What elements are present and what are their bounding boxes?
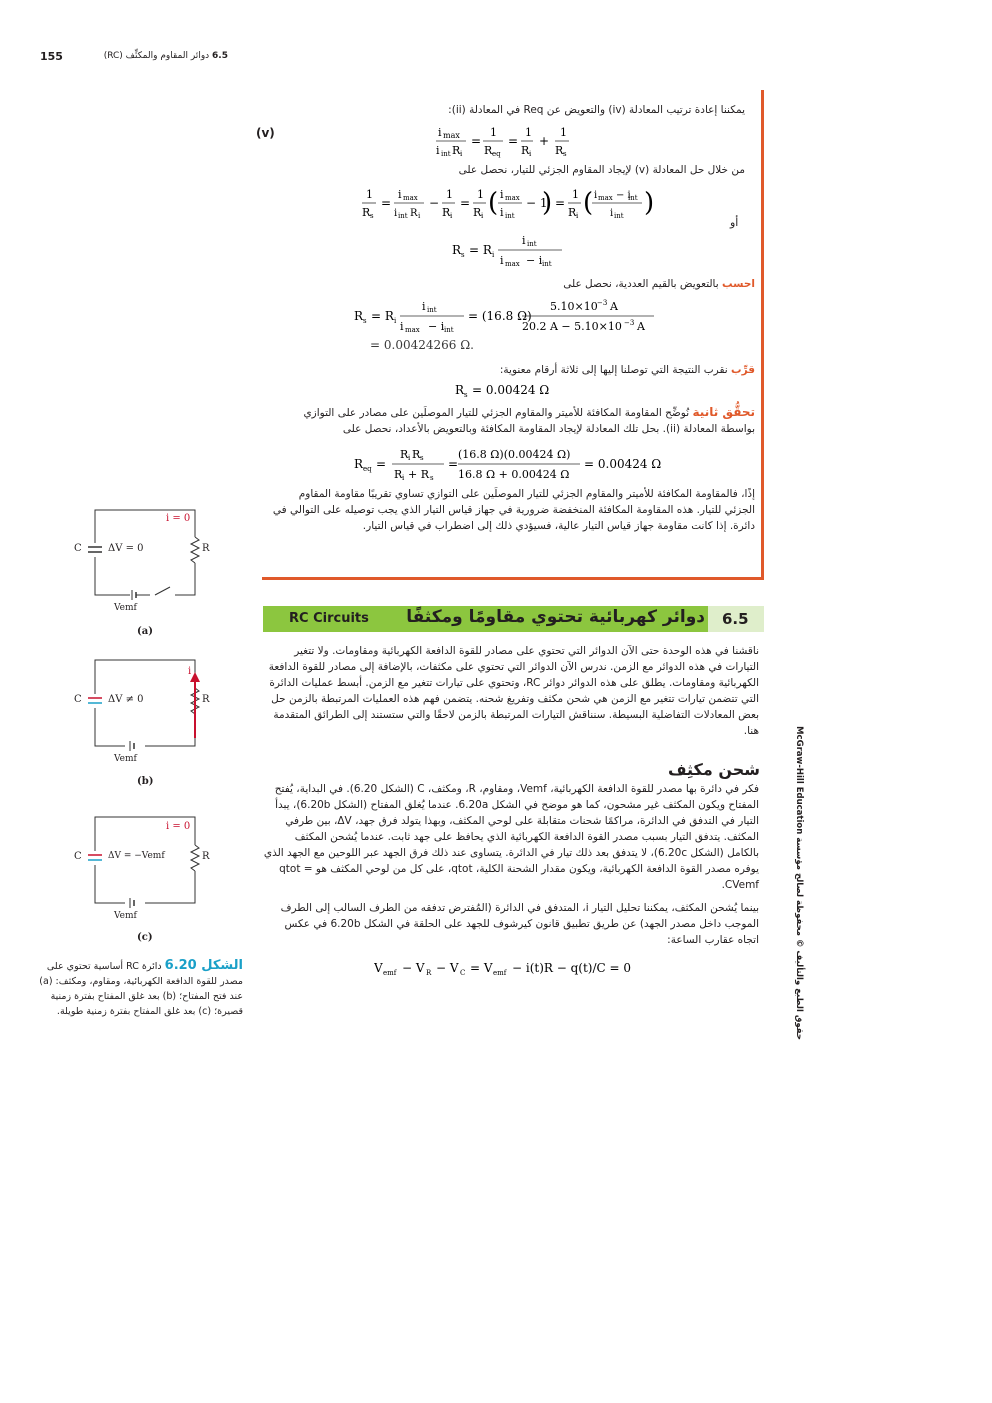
svg-text:s: s: [461, 251, 465, 259]
example-line2: من خلال حل المعادلة (v) لإيجاد المقاوم الجزئي للتيار، نحصل على: [458, 164, 745, 176]
svg-text:1: 1: [525, 126, 532, 139]
svg-text:=: =: [508, 134, 519, 148]
svg-text:A: A: [610, 300, 618, 313]
svg-text:+: +: [539, 134, 550, 148]
svg-text:R: R: [484, 144, 493, 157]
circuit-a-svg: [70, 505, 220, 630]
svg-text:=: =: [471, 134, 482, 148]
section-number: 6.5: [212, 51, 228, 61]
equation-kirchhoff-svg: [374, 957, 674, 979]
svg-text:i: i: [522, 234, 526, 247]
svg-text:1: 1: [477, 188, 484, 201]
subsection-para1: فكر في دائرة بها مصدر للقوة الدافعة الكهربائية، Vemf، ومقاوم، R، ومكثف، C (الشكل 6.20). في البداية، يُفتح المفتاح ويكون المكثف غير مشحون، كما هو موضح في الشكل 6.20a. عندما يُغلق المفتاح (الشكل 6.20b)، يبدأ التيار في التدفق في الدائرة، مراكمًا شحنات متقابلة على لوحي المكثف، وبهذا يتولد فرق جهد، ΔV، بين طرفي المكثف. يتدفق التيار بسبب مصدر القوة الدافعة الكهربائية الذي يحافظ على جهد ثابت. عندما يُشحن المكثف بالكامل (الشكل 6.20c)، لا يتدفق بعد ذلك تيار في الدائرة. يتساوى عند ذلك فرق الجهد عبر اللوحين مع الجهد الذي يوفره مصدر القوة الدافعة الكهربائية، ويكون مقدار الشحنة الكلية، qtot، على كل من لوحي المكثف هو qtot = CVemf.: [263, 783, 759, 891]
svg-text:int: int: [441, 150, 451, 158]
section-running-title: دوائر المقاوم والمكثِّف (RC): [103, 51, 210, 61]
svg-text:i: i: [594, 190, 598, 201]
svg-text:int: int: [444, 326, 454, 334]
svg-text:R: R: [473, 206, 482, 219]
equation-rs: [452, 232, 572, 273]
svg-text:s: s: [420, 454, 424, 462]
svg-text:s: s: [363, 317, 367, 325]
svg-text:i: i: [398, 188, 402, 201]
svg-text:i: i: [436, 144, 440, 157]
equation-v-svg: [436, 124, 586, 160]
svg-text:R: R: [354, 457, 364, 471]
svg-text:− i(t)R − q(t)/C = 0: − i(t)R − q(t)/C = 0: [512, 961, 632, 975]
svg-text:max: max: [405, 326, 420, 334]
caption-title: الشكل 6.20: [164, 958, 243, 973]
svg-text:s: s: [563, 150, 567, 158]
check-paragraph: [268, 404, 755, 437]
svg-text:+ R: + R: [408, 468, 429, 481]
dv-label-a: ΔV = 0: [108, 543, 144, 554]
svg-text:eq: eq: [363, 465, 372, 473]
svg-text:C: C: [460, 969, 466, 977]
svg-text:emf: emf: [383, 969, 397, 977]
svg-text:i: i: [610, 208, 614, 219]
section-title-ar: دوائر كهربائية تحتوي مقاومًا ومكثفًا: [406, 607, 705, 627]
equation-round: [455, 380, 565, 403]
svg-text:V: V: [374, 961, 383, 975]
circuit-c-svg: [70, 815, 220, 925]
section-number-box: [708, 606, 764, 632]
svg-text:(: (: [583, 188, 594, 218]
svg-text:i: i: [422, 300, 426, 313]
svg-text:R: R: [394, 468, 403, 481]
example-line1: يمكننا إعادة ترتيب المعادلة (iv) والتعويض عن Req في المعادلة (ii):: [448, 104, 745, 116]
capacitor-label-c: C: [74, 851, 82, 862]
svg-text:R: R: [400, 448, 409, 461]
svg-text:= (16.8 Ω): = (16.8 Ω): [468, 309, 532, 323]
svg-text:R: R: [455, 383, 465, 397]
svg-text:= V: = V: [470, 961, 493, 975]
svg-text:s: s: [464, 391, 468, 399]
section-title-en: RC Circuits: [289, 611, 369, 626]
dv-label-b: ΔV ≠ 0: [108, 694, 144, 705]
svg-text:i: i: [460, 150, 463, 158]
svg-text:20.2 A − 5.10×10: 20.2 A − 5.10×10: [522, 320, 622, 333]
svg-text:− 1: − 1: [526, 196, 548, 210]
current-label-c: i = 0: [166, 821, 191, 832]
svg-text:i: i: [408, 454, 411, 462]
svg-text:i: i: [481, 212, 484, 220]
section-number-label: 6.5: [722, 610, 749, 628]
svg-text:max: max: [403, 194, 418, 202]
circuit-b-svg: [70, 658, 220, 768]
equation-v: [436, 124, 586, 163]
svg-text:i: i: [418, 212, 421, 220]
svg-text:−3: −3: [624, 319, 635, 327]
svg-text:=: =: [376, 457, 387, 471]
svg-text:−3: −3: [597, 299, 608, 307]
svg-text:− i: − i: [616, 190, 631, 201]
or-word: أو: [730, 216, 739, 229]
dv-label-c: ΔV = −Vemf: [108, 851, 165, 861]
caption-text: دائرة RC أساسية تحتوي على مصدر للقوة الدافعة الكهربائية، ومقاوم، ومكثف: (a) عند فتح المفتاح؛ (b) بعد غلق المفتاح بفترة زمنية قصيرة؛ (c) بعد غلق المفتاح بفترة زمنية طويلة.: [39, 961, 243, 1017]
current-label-b: i: [188, 666, 192, 677]
round-text: نقرب النتيجة التي توصلنا إليها إلى ثلاثة أرقام معنوية:: [499, 364, 728, 376]
svg-text:R: R: [362, 206, 371, 219]
svg-text:int: int: [505, 212, 515, 220]
check-label: تحقُّق ثانية: [692, 405, 755, 419]
svg-text:− V: − V: [402, 961, 425, 975]
svg-text:i: i: [492, 251, 495, 259]
equation-round-svg: [455, 380, 565, 400]
svg-text:eq: eq: [492, 150, 501, 158]
svg-text:R: R: [568, 206, 577, 219]
resistor-label-b: R: [202, 694, 210, 705]
circuit-b: [70, 658, 220, 768]
svg-text:= 0.00424 Ω: = 0.00424 Ω: [584, 457, 662, 471]
svg-text:(16.8 Ω)(0.00424 Ω): (16.8 Ω)(0.00424 Ω): [458, 448, 571, 461]
svg-text:16.8 Ω + 0.00424 Ω: 16.8 Ω + 0.00424 Ω: [458, 468, 570, 481]
round-line: [420, 362, 755, 378]
svg-text:5.10×10: 5.10×10: [550, 300, 598, 313]
svg-text:i: i: [529, 150, 532, 158]
page-number: 155: [40, 50, 63, 63]
svg-text:R: R: [555, 144, 564, 157]
svg-text:i: i: [394, 317, 397, 325]
svg-text:s: s: [370, 212, 374, 220]
svg-text:R: R: [426, 969, 432, 977]
svg-text:i: i: [500, 254, 504, 267]
svg-text:i: i: [400, 320, 404, 333]
svg-text:int: int: [398, 212, 408, 220]
calc-label: احسب: [722, 278, 755, 290]
equation-calc1-svg: [354, 298, 664, 336]
figure-label-a: (a): [137, 626, 153, 637]
subsection-title: شحن مكثِف: [667, 760, 760, 779]
svg-text:A: A: [637, 320, 645, 333]
svg-text:(: (: [488, 188, 499, 218]
svg-text:i: i: [576, 212, 579, 220]
svg-text:R: R: [410, 208, 418, 219]
equation-rs-svg: [452, 232, 572, 270]
calc-text: بالتعويض بالقيم العددية، نحصل على: [563, 278, 719, 290]
svg-text:− i: − i: [526, 254, 543, 267]
box-bottom-border: [262, 577, 764, 580]
svg-text:i: i: [500, 188, 504, 201]
vemf-label-c: Vemf: [114, 911, 137, 921]
conclusion-paragraph: إذًا، فالمقاومة المكافئة للأميتر والمقاوم الجزئي للتيار الموصلَين على التوازي تساوي تقريبًا مقاومة المقاوم الجزئي للتيار. هذه المقاومة المكافئة المنخفضة ضرورية في جهاز قياس التيار الذي يجب توصيله على التوالي في دائرة. إذا كانت مقاومة جهاز قياس التيار عالية، فسيؤدي ذلك إلى اضطراب في قياس التيار.: [272, 488, 755, 532]
svg-text:R: R: [452, 144, 461, 157]
current-label-a: i = 0: [166, 513, 191, 524]
box-right-border: [761, 90, 764, 580]
svg-text:=: =: [448, 457, 459, 471]
svg-text:): ): [542, 188, 553, 218]
section-header-bar: [263, 606, 764, 632]
svg-text:max: max: [598, 194, 613, 202]
eq-number-v: (v): [256, 126, 275, 140]
equation-calc2: = 0.00424266 Ω.: [370, 338, 474, 352]
equation-solve-svg: [362, 186, 662, 222]
svg-text:i: i: [500, 206, 504, 219]
svg-text:−: −: [429, 196, 440, 210]
figure-label-c: (c): [137, 932, 153, 943]
svg-text:R: R: [442, 206, 451, 219]
svg-text:=: =: [555, 196, 566, 210]
capacitor-label-a: C: [74, 543, 82, 554]
svg-text:): ): [644, 188, 655, 218]
running-header: [98, 51, 228, 61]
subsection-para2: بينما يُشحن المكثف، يمكننا تحليل التيار i، المتدفق في الدائرة (المُفترض تدفقه من الطرف السالب إلى الطرف الموجب داخل مصدر الجهد) عن طريق تطبيق قانون كيرشوف للجهد على الحلقة في الشكل 6.20b في عكس اتجاه عقارب الساعة:: [280, 902, 759, 946]
resistor-label-a: R: [202, 543, 210, 554]
round-label: قرِّب: [731, 364, 755, 376]
vemf-label-b: Vemf: [114, 754, 137, 764]
svg-text:1: 1: [366, 188, 373, 201]
circuit-c: [70, 815, 220, 925]
svg-text:emf: emf: [493, 969, 507, 977]
svg-text:int: int: [542, 260, 552, 268]
svg-text:i: i: [438, 126, 442, 139]
svg-text:int: int: [527, 240, 537, 248]
svg-text:int: int: [614, 212, 624, 220]
svg-text:1: 1: [560, 126, 567, 139]
svg-text:int: int: [427, 306, 437, 314]
figure-caption: [28, 958, 243, 1019]
svg-text:= R: = R: [469, 243, 492, 257]
svg-text:i: i: [394, 208, 398, 219]
svg-text:R: R: [452, 243, 462, 257]
svg-text:1: 1: [572, 188, 579, 201]
svg-text:=: =: [381, 196, 392, 210]
svg-text:max: max: [505, 260, 520, 268]
svg-text:− V: − V: [436, 961, 459, 975]
svg-text:− i: − i: [428, 320, 445, 333]
svg-text:R: R: [354, 309, 364, 323]
check-text: نُوضِّح المقاومة المكافئة للأميتر والمقاوم الجزئي للتيار الموصلَين على مصادر على التوازي بواسطة المعادلة (ii). بحل تلك المعادلة لإيجاد المقاومة المكافئة وبالتعويض بالأعداد، نحصل على: [303, 407, 755, 435]
svg-text:1: 1: [490, 126, 497, 139]
section-intro: ناقشنا في هذه الوحدة حتى الآن الدوائر التي تحتوي على مصادر للقوة الدافعة الكهربائية ومقاومات. ولا تتغير التيارات في هذه الدوائر مع الزمن. ندرس الآن الدوائر التي تحتوي على مكثفات، بالإضافة إلى مصادر للقوة الدافعة الكهربائية ومقاومات. يطلق على هذه الدوائر دوائر RC، وتحتوي على تيارات تتغير مع الزمن. أبسط عمليات الدائرة التي تتضمن تيارات تتغير مع الزمن هي شحن مكثف وتفريغ شحنه. يتضمن فهم هذه العمليات المرتبطة بالزمن حل بعض المعادلات التفاضلية البسيطة. سنناقش التيارات المرتبطة بالزمن لاحقًا والتي ستستند إلى الطرائق المتقدمة هنا.: [268, 645, 759, 737]
svg-text:= R: = R: [371, 309, 394, 323]
svg-text:=: =: [460, 196, 471, 210]
equation-check-svg: [354, 446, 664, 484]
svg-text:R: R: [412, 448, 421, 461]
svg-text:i: i: [402, 474, 405, 482]
svg-text:R: R: [521, 144, 530, 157]
svg-text:1: 1: [446, 188, 453, 201]
vemf-label-a: Vemf: [114, 603, 137, 613]
capacitor-label-b: C: [74, 694, 82, 705]
resistor-label-c: R: [202, 851, 210, 862]
svg-text:i: i: [450, 212, 453, 220]
svg-text:= 0.00424 Ω: = 0.00424 Ω: [472, 383, 550, 397]
equation-solve: [362, 186, 662, 225]
equation-calc1: [354, 298, 664, 339]
svg-text:s: s: [430, 474, 434, 482]
equation-check: [354, 446, 664, 487]
copyright-vertical: حقوق الطبع والتأليف © محفوظة لصالح مؤسسة McGraw-Hill Education: [794, 726, 804, 1040]
equation-kirchhoff: [374, 957, 674, 982]
calc-line: [400, 276, 755, 292]
svg-text:int: int: [628, 194, 638, 202]
figure-label-b: (b): [137, 776, 154, 787]
circuit-a: [70, 505, 220, 630]
svg-text:max: max: [505, 194, 520, 202]
svg-text:max: max: [443, 131, 460, 140]
